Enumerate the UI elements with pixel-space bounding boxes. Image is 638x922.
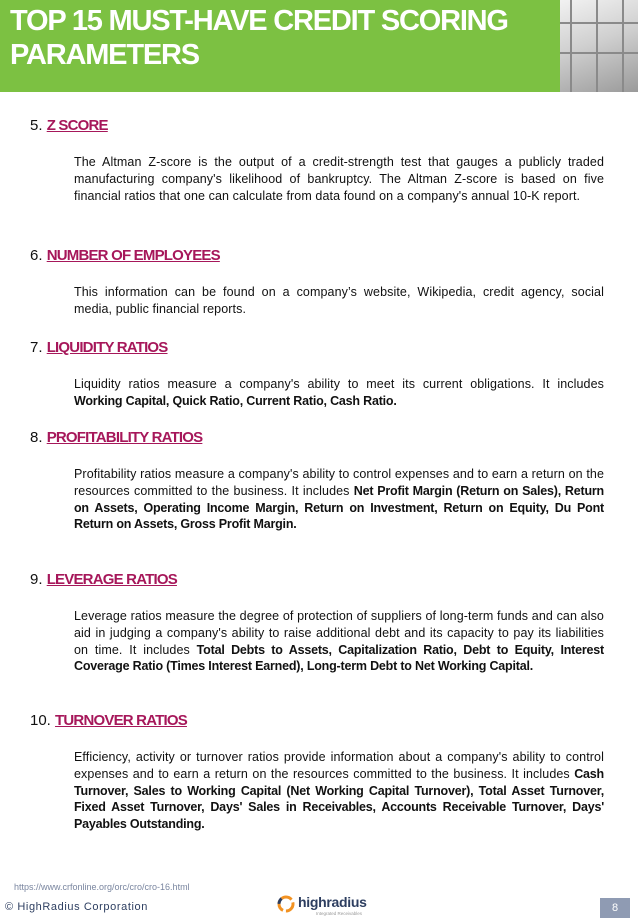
logo-tagline: Integrated Receivables	[316, 911, 363, 916]
section-number: 10.	[30, 712, 51, 729]
section-body	[74, 608, 604, 675]
body-text: The Altman Z-score is the output of a credit-strength test that gauges a publicly traded manufacturing company's likelihood of bankruptcy. The Altman Z-score is based on five financial ratios that one can calculate from data found on a company's annual 10-K report.	[74, 155, 604, 203]
section-title: PROFITABILITY RATIOS	[46, 429, 203, 446]
body-text: Efficiency, activity or turnover ratios provide information about a company's ability to control expenses and to earn a return on the resources committed to the business. It includes	[74, 750, 604, 781]
section-heading	[30, 116, 108, 136]
logo-wordmark: highradius	[298, 894, 367, 910]
section-number: 6.	[30, 247, 43, 264]
section-body	[74, 154, 604, 204]
section-number: 5.	[30, 117, 43, 134]
section-title: NUMBER OF EMPLOYEES	[46, 247, 220, 264]
bold-ratio-list: Working Capital, Quick Ratio, Current Ratio, Cash Ratio.	[74, 393, 397, 408]
section-heading	[30, 570, 177, 590]
section-heading	[30, 711, 187, 731]
header-building-image	[560, 0, 638, 92]
section-body	[74, 749, 604, 833]
section-body	[74, 376, 604, 410]
section-heading	[30, 338, 168, 358]
highradius-logo	[276, 892, 376, 918]
section-title: Z SCORE	[46, 117, 108, 134]
section-title: LEVERAGE RATIOS	[46, 571, 177, 588]
highradius-logo-icon	[276, 894, 296, 914]
section-title: TURNOVER RATIOS	[55, 712, 187, 729]
page-title: TOP 15 MUST-HAVE CREDIT SCORING PARAMETERS	[10, 5, 508, 71]
body-text: Profitability ratios measure a company's ability to control expenses and to earn a return on the resources committed to the business. It includes	[74, 467, 604, 498]
copyright-text: © HighRadius Corporation	[5, 901, 148, 913]
bold-ratio-list: Total Debts to Assets, Capitalization Ratio, Debt to Equity, Interest Coverage Ratio (Times Interest Earned), Long-term Debt to Net Working Capital.	[74, 642, 604, 674]
section-body	[74, 466, 604, 533]
section-number: 8.	[30, 429, 43, 446]
section-title: LIQUIDITY RATIOS	[46, 339, 168, 356]
body-text: This information can be found on a company’s website, Wikipedia, credit agency, social media, public financial reports.	[74, 285, 604, 316]
section-body	[74, 284, 604, 318]
body-text: Leverage ratios measure the degree of protection of suppliers of long-term funds and can also aid in judging a company's ability to raise additional debt and its capacity to pay its liabilities on time. It includes	[74, 609, 604, 657]
body-text: Liquidity ratios measure a company's ability to meet its current obligations. It includes	[74, 377, 604, 391]
section-heading	[30, 428, 202, 448]
section-heading	[30, 246, 220, 266]
source-url: https://www.crfonline.org/orc/cro/cro-16.html	[14, 882, 190, 892]
bold-ratio-list: Cash Turnover, Sales to Working Capital (Net Working Capital Turnover), Total Asset Turnover, Fixed Asset Turnover, Days' Sales in Receivables, Accounts Receivable Turnover, Days' Payables Outstanding.	[74, 766, 604, 832]
bold-ratio-list: Net Profit Margin (Return on Sales), Return on Assets, Operating Income Margin, Return on Investment, Return on Equity, Du Pont Return on Assets, Gross Profit Margin.	[74, 483, 604, 532]
section-number: 9.	[30, 571, 43, 588]
page-number: 8	[600, 898, 630, 918]
section-number: 7.	[30, 339, 43, 356]
header-banner	[0, 0, 560, 92]
